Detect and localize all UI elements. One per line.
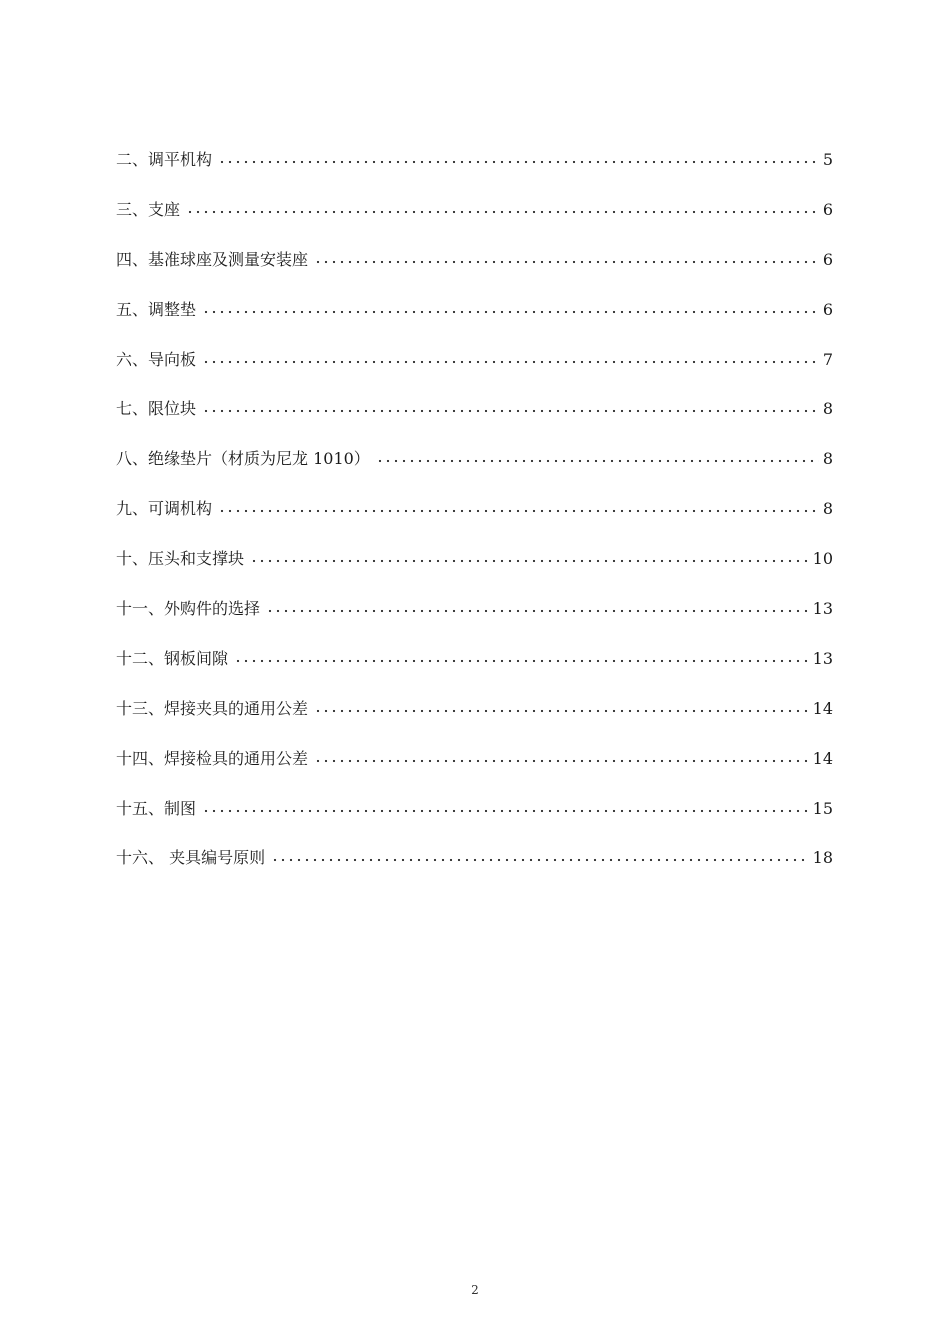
dot-leader <box>271 858 809 862</box>
toc-entry-title: 四、基准球座及测量安装座 <box>116 249 309 269</box>
toc-entry-title: 九、可调机构 <box>116 499 213 519</box>
toc-entry-page: 14 <box>812 698 833 718</box>
toc-entry-title: 二、调平机构 <box>116 150 213 169</box>
dot-leader <box>234 659 809 663</box>
toc-entry-page: 7 <box>822 349 833 369</box>
toc-entry-page: 13 <box>812 648 833 668</box>
dot-leader <box>218 160 819 164</box>
toc-entry-tiaozheng-dian[interactable] <box>116 295 833 345</box>
dot-leader <box>314 260 819 264</box>
toc-entry-ketiao-jigou[interactable] <box>116 494 833 544</box>
toc-entry-page: 18 <box>812 848 833 868</box>
dot-leader <box>376 459 819 463</box>
toc-entry-title: 六、导向板 <box>116 349 197 369</box>
toc-entry-yatou-zhicheng[interactable] <box>116 544 833 594</box>
toc-entry-xianwei-kuai[interactable] <box>116 394 833 444</box>
dot-leader <box>266 609 809 613</box>
toc-entry-title: 十、压头和支撑块 <box>116 549 245 569</box>
toc-entry-page: 6 <box>822 199 833 219</box>
toc-entry-hanjie-jianju-gongcha[interactable] <box>116 744 833 794</box>
toc-entry-waigoujian[interactable] <box>116 594 833 644</box>
toc-entry-title: 十六、 夹具编号原则 <box>116 848 266 868</box>
toc-entry-zhizuo[interactable] <box>116 195 833 245</box>
toc-entry-page: 10 <box>812 549 833 569</box>
dot-leader <box>250 559 809 563</box>
toc-entry-page: 8 <box>822 499 833 519</box>
dot-leader <box>218 509 819 513</box>
toc-entry-page: 8 <box>822 399 833 419</box>
toc-entry-title: 十五、制图 <box>116 798 197 818</box>
toc-entry-title: 八、绝缘垫片（材质为尼龙 1010） <box>116 449 370 469</box>
toc-entry-page: 15 <box>812 798 833 818</box>
toc-entry-gangban-jianxi[interactable] <box>116 644 833 694</box>
toc-entry-title: 三、支座 <box>116 199 181 219</box>
dot-leader <box>314 709 809 713</box>
table-of-contents <box>116 145 833 893</box>
toc-entry-daoxiang-ban[interactable] <box>116 345 833 395</box>
toc-entry-tiaoping-jigou[interactable] <box>116 145 833 195</box>
dot-leader <box>314 759 809 763</box>
dot-leader <box>186 210 819 214</box>
dot-leader <box>202 360 819 364</box>
toc-entry-hanjie-jiaju-gongcha[interactable] <box>116 694 833 744</box>
toc-entry-title: 十四、焊接检具的通用公差 <box>116 748 309 768</box>
dot-leader <box>202 809 809 813</box>
toc-entry-zhitu[interactable] <box>116 794 833 844</box>
page-number: 2 <box>471 1283 479 1297</box>
toc-entry-title: 十二、钢板间隙 <box>116 648 229 668</box>
toc-entry-title: 十一、外购件的选择 <box>116 599 261 619</box>
toc-entry-jizhun-qiuzuo[interactable] <box>116 245 833 295</box>
toc-entry-page: 14 <box>812 748 833 768</box>
toc-entry-page: 8 <box>822 449 833 469</box>
dot-leader <box>202 310 819 314</box>
toc-entry-jueyuan-dianpian[interactable] <box>116 444 833 494</box>
toc-entry-page: 5 <box>822 150 833 169</box>
dot-leader <box>202 409 819 413</box>
toc-entry-title: 五、调整垫 <box>116 299 197 319</box>
toc-entry-page: 13 <box>812 599 833 619</box>
toc-entry-title: 十三、焊接夹具的通用公差 <box>116 698 309 718</box>
toc-entry-title: 七、限位块 <box>116 399 197 419</box>
toc-entry-page: 6 <box>822 249 833 269</box>
toc-entry-page: 6 <box>822 299 833 319</box>
toc-entry-jiaju-bianhao[interactable] <box>116 843 833 893</box>
